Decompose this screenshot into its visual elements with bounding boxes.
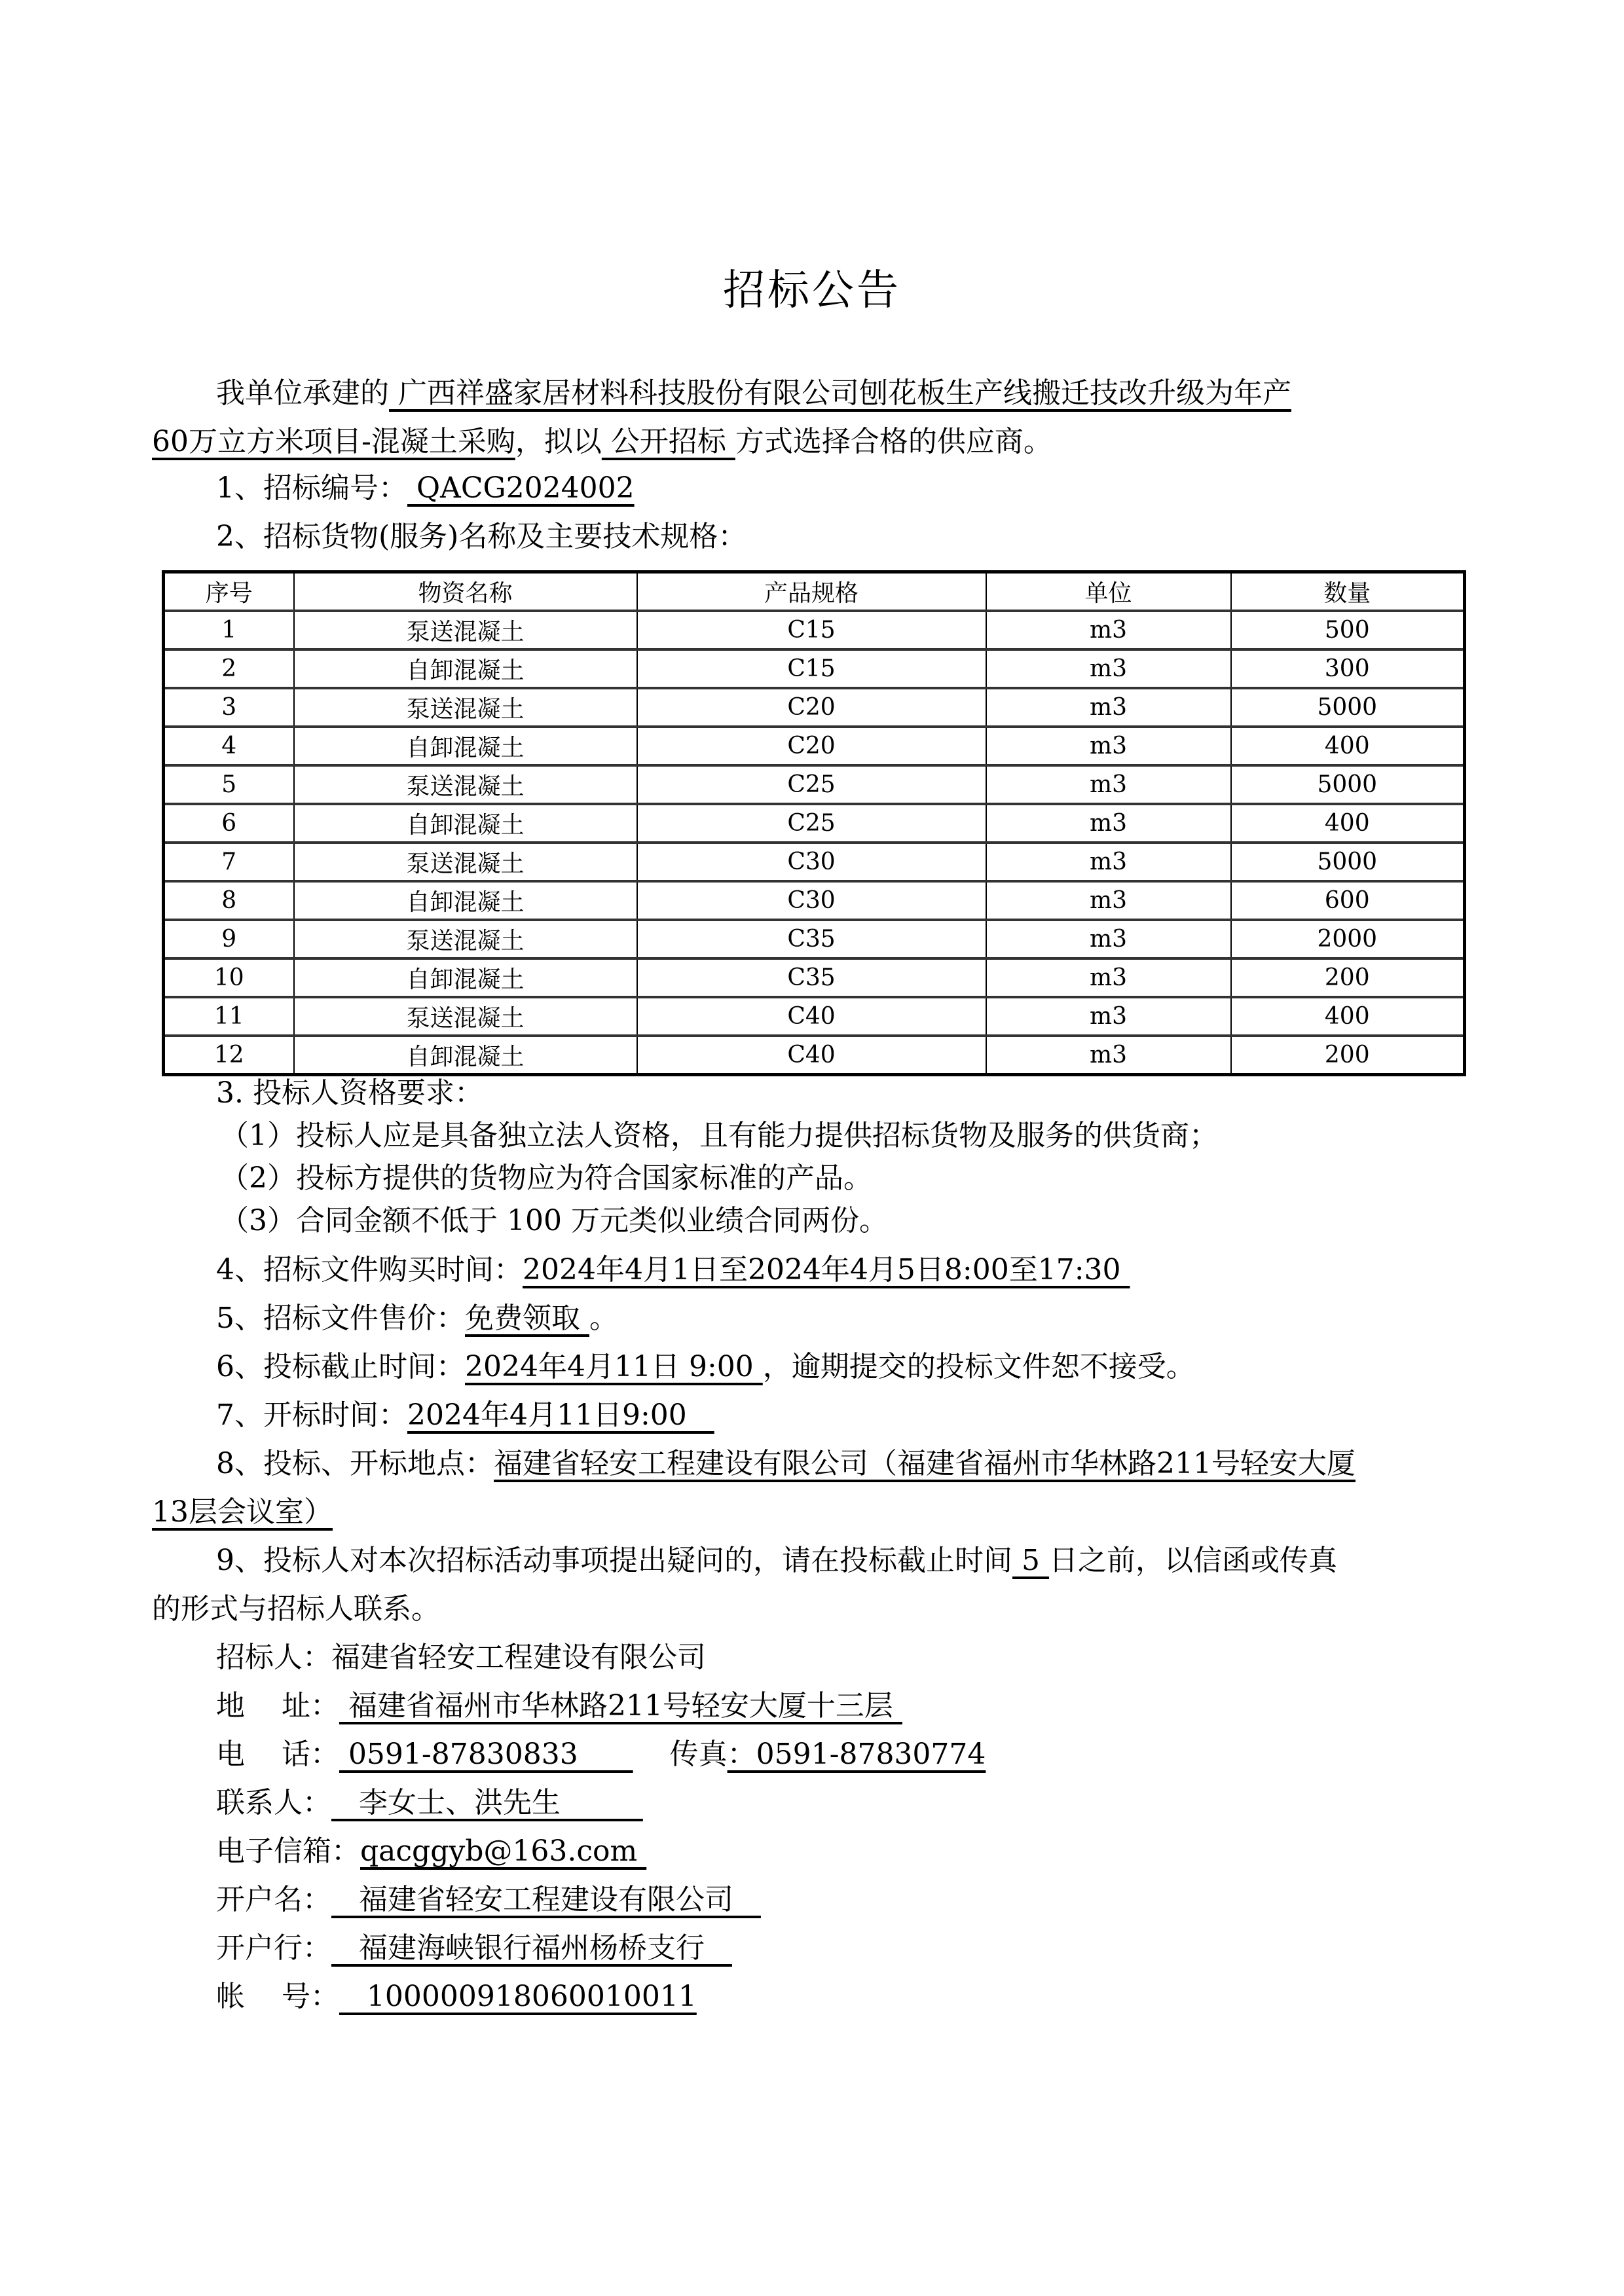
table-row — [164, 881, 1465, 920]
item-5 — [216, 1299, 618, 1338]
cell-material: 自卸混凝土 — [294, 1036, 637, 1075]
table-row — [164, 843, 1465, 881]
cell-unit: m3 — [986, 765, 1231, 804]
purchase-time: 2024年4月1日至2024年4月5日8:00至17:30 — [523, 1253, 1130, 1286]
cell-material: 自卸混凝土 — [294, 958, 637, 997]
requirement-3: （3）合同金额不低于 100 万元类似业绩合同两份。 — [220, 1204, 888, 1237]
phone: 0591-87830833 — [339, 1738, 633, 1771]
cell-spec: C30 — [637, 881, 986, 920]
cell-no: 7 — [164, 843, 294, 881]
tenderer-row — [216, 1638, 706, 1677]
cell-no: 2 — [164, 649, 294, 688]
cell-material: 泵送混凝土 — [294, 611, 637, 649]
opening-time: 2024年4月11日9:00 — [407, 1398, 714, 1432]
account-name: 福建省轻安工程建设有限公司 — [331, 1883, 761, 1916]
cell-qty: 400 — [1231, 997, 1465, 1036]
item-8-cont — [152, 1493, 333, 1532]
item-6 — [216, 1347, 1195, 1387]
item-2 — [216, 517, 747, 556]
project-name-part-2: 60万立方米项目-混凝土采购 — [152, 425, 515, 458]
intro-prefix: 我单位承建的 — [216, 376, 389, 410]
fax-label: 传真 — [669, 1738, 728, 1771]
email-label: 电子信箱： — [216, 1834, 360, 1868]
procurement-method: 公开招标 — [601, 425, 735, 458]
bank-label: 开户行： — [216, 1931, 331, 1965]
inquiry-days: 5 — [1012, 1544, 1049, 1577]
account-name-label: 开户名： — [216, 1883, 331, 1916]
cell-unit: m3 — [986, 997, 1231, 1036]
cell-spec: C25 — [637, 804, 986, 843]
inquiry-prefix: 9、投标人对本次招标活动事项提出疑问的，请在投标截止时间 — [216, 1544, 1012, 1577]
item-1 — [216, 469, 635, 508]
table-row — [164, 997, 1465, 1036]
cell-qty: 5000 — [1231, 843, 1465, 881]
header-unit: 单位 — [986, 572, 1231, 611]
cell-qty: 400 — [1231, 727, 1465, 765]
table-row — [164, 765, 1465, 804]
project-name-part-1: 广西祥盛家居材料科技股份有限公司刨花板生产线搬迁技改升级为年产 — [389, 376, 1291, 410]
cell-spec: C25 — [637, 765, 986, 804]
qualification-label: 3. 投标人资格要求： — [216, 1076, 483, 1110]
item-9 — [216, 1541, 1337, 1580]
cell-qty: 500 — [1231, 611, 1465, 649]
cell-unit: m3 — [986, 843, 1231, 881]
item-8 — [216, 1444, 1356, 1484]
header-spec: 产品规格 — [637, 572, 986, 611]
intro-line-1 — [216, 374, 1291, 413]
table-row — [164, 804, 1465, 843]
cell-spec: C20 — [637, 727, 986, 765]
cell-material: 自卸混凝土 — [294, 727, 637, 765]
email-row — [216, 1832, 646, 1871]
tenderer-label: 招标人： — [216, 1641, 331, 1674]
table-row — [164, 727, 1465, 765]
intro-line-2 — [152, 422, 1052, 462]
opening-time-label: 7、开标时间： — [216, 1398, 407, 1432]
cell-qty: 200 — [1231, 958, 1465, 997]
table-row — [164, 1036, 1465, 1075]
item-4 — [216, 1250, 1130, 1290]
intro-suffix: 方式选择合格的供应商。 — [735, 425, 1052, 458]
price-label: 5、招标文件售价： — [216, 1302, 465, 1335]
cell-qty: 5000 — [1231, 765, 1465, 804]
cell-no: 5 — [164, 765, 294, 804]
cell-no: 6 — [164, 804, 294, 843]
cell-unit: m3 — [986, 649, 1231, 688]
cell-unit: m3 — [986, 881, 1231, 920]
cell-material: 泵送混凝土 — [294, 688, 637, 727]
cell-spec: C20 — [637, 688, 986, 727]
inquiry-suffix: 日之前，以信函或传真 — [1048, 1544, 1337, 1577]
header-no: 序号 — [164, 572, 294, 611]
cell-unit: m3 — [986, 727, 1231, 765]
tender-number: QACG2024002 — [407, 471, 635, 505]
cell-unit: m3 — [986, 1036, 1231, 1075]
price-suffix: 。 — [589, 1302, 618, 1335]
price: 免费领取 — [465, 1302, 589, 1335]
page-title: 招标公告 — [723, 266, 901, 315]
address: 福建省福州市华林路211号轻安大厦十三层 — [339, 1689, 902, 1722]
header-qty: 数量 — [1231, 572, 1465, 611]
location-label: 8、投标、开标地点： — [216, 1447, 494, 1480]
cell-qty: 300 — [1231, 649, 1465, 688]
bank: 福建海峡银行福州杨桥支行 — [331, 1931, 732, 1965]
tenderer: 福建省轻安工程建设有限公司 — [331, 1641, 706, 1674]
cell-qty: 400 — [1231, 804, 1465, 843]
location-part-2: 13层会议室） — [152, 1495, 333, 1529]
cell-material: 泵送混凝土 — [294, 843, 637, 881]
account-name-row — [216, 1880, 761, 1920]
cell-spec: C30 — [637, 843, 986, 881]
table-header-row — [164, 572, 1465, 611]
cell-qty: 200 — [1231, 1036, 1465, 1075]
contact-person-row — [216, 1783, 643, 1823]
account-number-label: 帐 号： — [216, 1980, 339, 2013]
cell-no: 12 — [164, 1036, 294, 1075]
fax: ：0591-87830774 — [727, 1738, 986, 1771]
item-7 — [216, 1396, 714, 1435]
cell-spec: C40 — [637, 1036, 986, 1075]
contact-person: 李女士、洪先生 — [331, 1786, 643, 1819]
cell-qty: 2000 — [1231, 920, 1465, 958]
email: qacggyb@163.com — [360, 1834, 647, 1868]
contact-person-label: 联系人： — [216, 1786, 331, 1819]
item-3 — [216, 1074, 483, 1113]
cell-qty: 5000 — [1231, 688, 1465, 727]
cell-no: 4 — [164, 727, 294, 765]
header-material: 物资名称 — [294, 572, 637, 611]
account-number: 100000918060010011 — [339, 1980, 697, 2013]
goods-table — [162, 570, 1466, 1076]
cell-material: 泵送混凝土 — [294, 920, 637, 958]
phone-label: 电 话： — [216, 1738, 339, 1771]
cell-no: 9 — [164, 920, 294, 958]
address-label: 地 址： — [216, 1689, 339, 1722]
cell-unit: m3 — [986, 958, 1231, 997]
intro-mid: ，拟以 — [515, 425, 602, 458]
bank-row — [216, 1929, 732, 1968]
cell-material: 自卸混凝土 — [294, 881, 637, 920]
requirement-2: （2）投标方提供的货物应为符合国家标准的产品。 — [220, 1161, 872, 1195]
cell-spec: C35 — [637, 958, 986, 997]
table-row — [164, 688, 1465, 727]
purchase-time-label: 4、招标文件购买时间： — [216, 1253, 523, 1286]
cell-no: 3 — [164, 688, 294, 727]
requirement-1: （1）投标人应是具备独立法人资格，且有能力提供招标货物及服务的供货商； — [220, 1119, 1218, 1152]
tender-number-label: 1、招标编号： — [216, 471, 407, 505]
cell-unit: m3 — [986, 688, 1231, 727]
cell-qty: 600 — [1231, 881, 1465, 920]
cell-spec: C15 — [637, 611, 986, 649]
cell-unit: m3 — [986, 804, 1231, 843]
cell-material: 自卸混凝土 — [294, 804, 637, 843]
table-row — [164, 958, 1465, 997]
cell-spec: C15 — [637, 649, 986, 688]
phone-row — [216, 1735, 986, 1774]
deadline: 2024年4月11日 9:00 — [465, 1350, 763, 1383]
cell-spec: C40 — [637, 997, 986, 1036]
account-number-row — [216, 1977, 697, 2016]
cell-unit: m3 — [986, 611, 1231, 649]
cell-no: 8 — [164, 881, 294, 920]
cell-unit: m3 — [986, 920, 1231, 958]
cell-no: 1 — [164, 611, 294, 649]
cell-material: 泵送混凝土 — [294, 997, 637, 1036]
table-row — [164, 649, 1465, 688]
cell-no: 10 — [164, 958, 294, 997]
cell-spec: C35 — [637, 920, 986, 958]
table-row — [164, 920, 1465, 958]
item-9-cont: 的形式与招标人联系。 — [152, 1592, 440, 1626]
location-part-1: 福建省轻安工程建设有限公司（福建省福州市华林路211号轻安大厦 — [494, 1447, 1356, 1480]
deadline-label: 6、投标截止时间： — [216, 1350, 465, 1383]
cell-material: 泵送混凝土 — [294, 765, 637, 804]
address-row — [216, 1686, 902, 1726]
deadline-suffix: ，逾期提交的投标文件恕不接受。 — [762, 1350, 1195, 1383]
table-row — [164, 611, 1465, 649]
cell-no: 11 — [164, 997, 294, 1036]
cell-material: 自卸混凝土 — [294, 649, 637, 688]
goods-spec-label: 2、招标货物(服务)名称及主要技术规格： — [216, 520, 747, 553]
